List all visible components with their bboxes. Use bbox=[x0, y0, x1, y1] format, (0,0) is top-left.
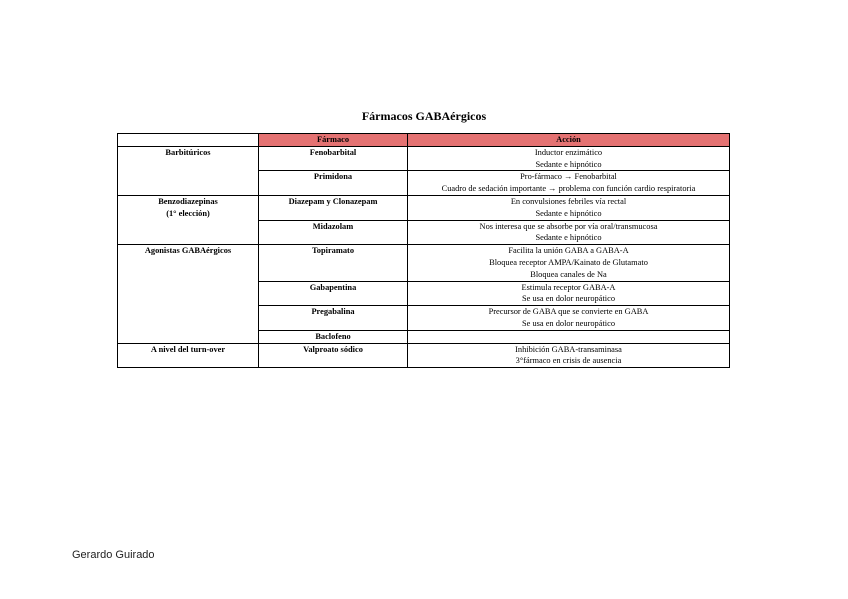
action-pregabalina bbox=[408, 306, 730, 331]
group-turnover: A nivel del turn-over bbox=[118, 343, 259, 368]
action-fenobarbital bbox=[408, 146, 730, 171]
table-row bbox=[118, 146, 730, 171]
action-line: Sedante e hipnótico bbox=[535, 159, 602, 169]
header-blank-cell bbox=[118, 134, 259, 147]
action-topiramato bbox=[408, 245, 730, 281]
action-line: Nos interesa que se absorbe por vía oral/transmucosa bbox=[479, 221, 658, 231]
table-row bbox=[118, 245, 730, 281]
drug-valproato: Valproato sódico bbox=[259, 343, 408, 368]
group-line: Benzodiazepinas bbox=[158, 196, 218, 206]
drug-baclofeno: Baclofeno bbox=[259, 330, 408, 343]
gaba-drugs-table bbox=[117, 133, 730, 368]
action-line: Se usa en dolor neuropático bbox=[521, 318, 616, 328]
action-line: Estimula receptor GABA-A bbox=[521, 282, 616, 292]
action-line: Cuadro de sedación importante → problema con función cardio respiratoria bbox=[441, 184, 696, 194]
drug-fenobarbital: Fenobarbital bbox=[259, 146, 408, 171]
action-line: Sedante e hipnótico bbox=[535, 208, 602, 218]
action-midazolam bbox=[408, 220, 730, 245]
action-primidona bbox=[408, 171, 730, 196]
drug-midazolam: Midazolam bbox=[259, 220, 408, 245]
page-title: Fármacos GABAérgicos bbox=[361, 109, 487, 123]
action-line: 3°fármaco en crisis de ausencia bbox=[515, 356, 622, 366]
action-line: Sedante e hipnótico bbox=[535, 233, 602, 243]
action-line: Inductor enzimático bbox=[534, 147, 603, 157]
group-barbituricos: Barbitúricos bbox=[118, 146, 259, 195]
table-row bbox=[118, 195, 730, 220]
action-baclofeno bbox=[408, 330, 730, 343]
group-line: (1° elección) bbox=[166, 208, 210, 218]
drug-topiramato: Topiramato bbox=[259, 245, 408, 281]
drug-gabapentina: Gabapentina bbox=[259, 281, 408, 306]
header-accion: Acción bbox=[408, 134, 730, 147]
action-line: Inhibición GABA-transaminasa bbox=[515, 344, 622, 354]
table-header-row bbox=[118, 134, 730, 147]
drug-pregabalina: Pregabalina bbox=[259, 306, 408, 331]
table-row bbox=[118, 343, 730, 368]
action-line: Se usa en dolor neuropático bbox=[521, 294, 616, 304]
action-line: Precursor de GABA que se convierte en GABA bbox=[488, 307, 649, 317]
drug-primidona: Primidona bbox=[259, 171, 408, 196]
header-farmaco: Fármaco bbox=[259, 134, 408, 147]
action-valproato bbox=[408, 343, 730, 368]
action-gabapentina bbox=[408, 281, 730, 306]
action-line: Pro-fármaco → Fenobarbital bbox=[520, 172, 617, 182]
action-line: Bloquea canales de Na bbox=[530, 269, 607, 279]
author-footer: Gerardo Guirado bbox=[72, 549, 155, 561]
group-agonistas: Agonistas GABAérgicos bbox=[118, 245, 259, 343]
group-benzodiazepinas bbox=[118, 195, 259, 244]
action-line: Bloquea receptor AMPA/Kainato de Glutamato bbox=[489, 257, 648, 267]
action-diazepam bbox=[408, 195, 730, 220]
drug-diazepam: Diazepam y Clonazepam bbox=[259, 195, 408, 220]
action-line: En convulsiones febriles vía rectal bbox=[510, 196, 627, 206]
action-line: Facilita la unión GABA a GABA-A bbox=[508, 246, 629, 256]
